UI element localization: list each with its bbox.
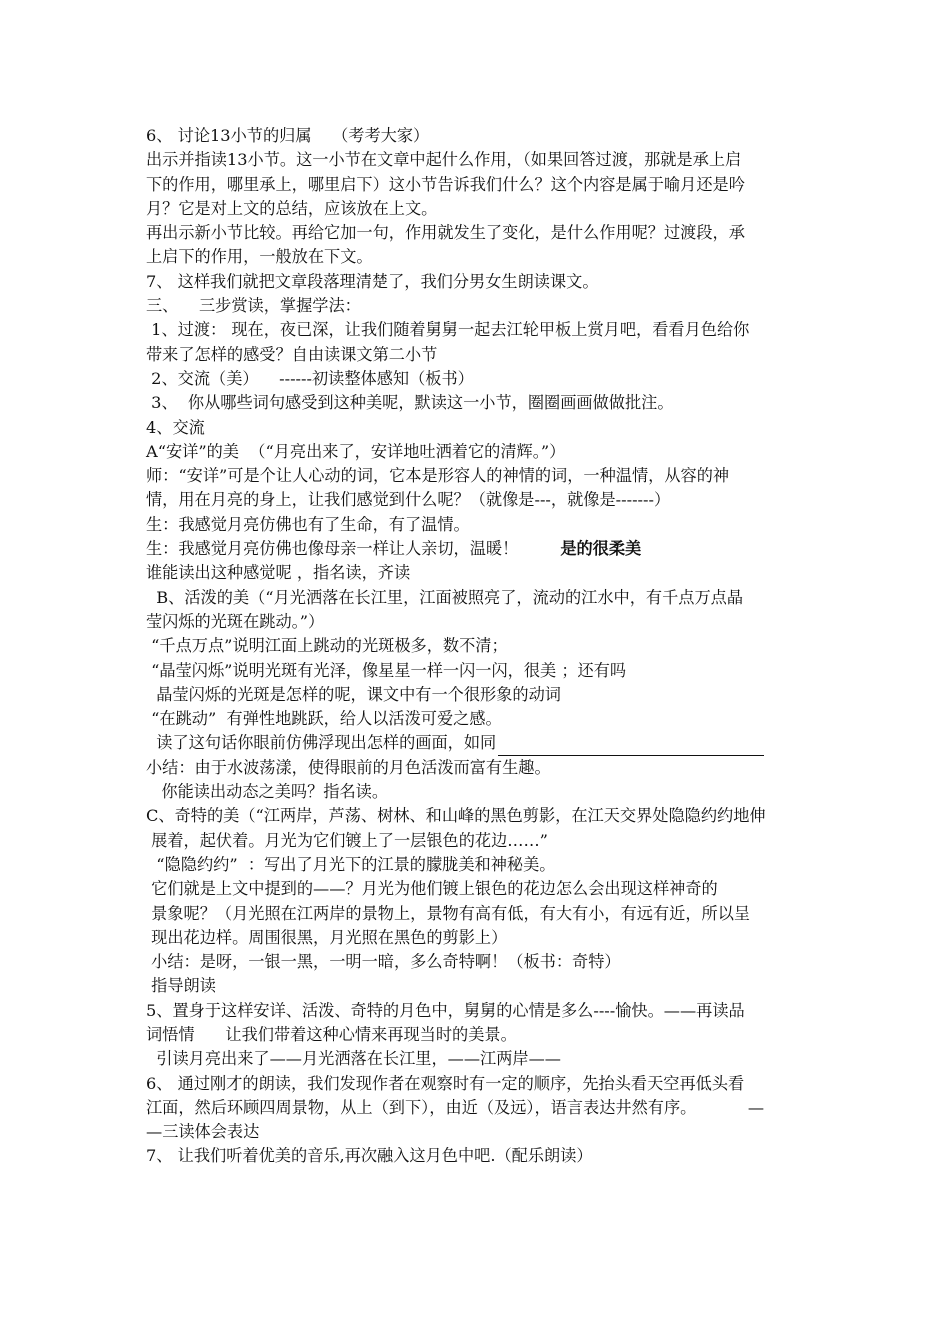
text-line: 谁能读出这种感觉呢 ，指名读，齐读 (146, 563, 411, 583)
text-line: 晶莹闪烁的光斑是怎样的呢，课文中有一个很形象的动词 (146, 684, 561, 704)
bold-note: 是的很柔美 (560, 539, 642, 559)
text-line: 引读月亮出来了——月光洒落在长江里，——江两岸—— (146, 1049, 561, 1069)
text-line: 词悟情 让我们带着这种心情来再现当时的美景。 (146, 1024, 517, 1044)
text-line: 小结：是呀，一银一黑，一明一暗，多么奇特啊！（板书：奇特） (146, 952, 621, 972)
text-line: 7、 这样我们就把文章段落理清楚了，我们分男女生朗读课文。 (146, 271, 599, 291)
text-line: 小结：由于水波荡漾，使得眼前的月色活泼而富有生趣。 (146, 757, 551, 777)
text-line: 5、置身于这样安详、活泼、奇特的月色中，舅舅的心情是多么----愉快。——再读品 (146, 1000, 745, 1020)
text-line: 2、交流（美） ------初读整体感知（板书） (146, 368, 474, 388)
text-line: 3、 你从哪些词句感受到这种美呢，默读这一小节，圈圈画画做做批注。 (146, 393, 674, 413)
text-line: “晶莹闪烁”说明光斑有光泽，像星星一样一闪一闪，很美 ；还有吗 (146, 660, 627, 680)
section-heading: 三、 三步赏读，掌握学法： (146, 296, 361, 316)
text-line: 4、交流 (146, 417, 205, 437)
text-line: 展着，起伏着。月光为它们镀上了一层银色的花边……” (146, 830, 548, 850)
text-line: 6、 通过刚才的朗读，我们发现作者在观察时有一定的顺序，先抬头看天空再低头看 (146, 1073, 745, 1093)
text-line: 7、 让我们听着优美的音乐,再次融入这月色中吧.（配乐朗读） (146, 1146, 593, 1166)
text-line-with-note (146, 537, 838, 561)
text-line: 读了这句话你眼前仿佛浮现出怎样的画面，如同 (146, 733, 497, 753)
text-line: A“安详”的美 （“月亮出来了，安详地吐洒着它的清辉。”） (146, 441, 566, 461)
text-line: 生：我感觉月亮仿佛也有了生命，有了温情。 (146, 514, 470, 534)
text-line: 师：“安详”可是个让人心动的词，它本是形容人的神情的词，一种温情，从容的神 (146, 466, 730, 486)
text-line: “千点万点”说明江面上跳动的光斑极多，数不清； (146, 636, 508, 656)
text-line: B、活泼的美（“月光洒落在长江里，江面被照亮了，流动的江水中，有千点万点晶 (146, 587, 744, 607)
text-line: “在跳动” 有弹性地跳跃，给人以活泼可爱之感。 (146, 709, 502, 729)
text-line: 现出花边样。周围很黑，月光照在黑色的剪影上） (146, 927, 508, 947)
fill-in-blank (498, 737, 764, 756)
text-line-with-blank (146, 731, 838, 755)
text-line: 月？它是对上文的总结，应该放在上文。 (146, 198, 438, 218)
text-line: 再出示新小节比较。再给它加一句，作用就发生了变化，是什么作用呢？过渡段，承 (146, 223, 745, 243)
text-line: —三读体会表达 (146, 1122, 260, 1142)
text-line: 1、过渡： 现在，夜已深，让我们随着舅舅一起去江轮甲板上赏月吧，看看月色给你 (146, 320, 750, 340)
text-line: 指导朗读 (146, 976, 216, 996)
text-line: “隐隐约约” ：写出了月光下的江景的朦胧美和神秘美。 (146, 854, 556, 874)
text-line: 上启下的作用，一般放在下文。 (146, 247, 373, 267)
text-line: 江面，然后环顾四周景物，从上（到下），由近（及远），语言表达井然有序。 — (146, 1097, 765, 1117)
text-line: 情，用在月亮的身上，让我们感觉到什么呢？（就像是---，就像是-------） (146, 490, 671, 510)
text-line: 下的作用，哪里承上，哪里启下）这小节告诉我们什么？这个内容是属于喻月还是吟 (146, 174, 745, 194)
text-line: 带来了怎样的感受？自由读课文第二小节 (146, 344, 438, 364)
text-line: C、奇特的美（“江两岸，芦荡、树林、和山峰的黑色剪影，在江天交界处隐隐约约地伸 (146, 806, 766, 826)
text-line: 它们就是上文中提到的——？月光为他们镀上银色的花边怎么会出现这样神奇的 (146, 879, 718, 899)
text-line: 生：我感觉月亮仿佛也像母亲一样让人亲切，温暖！ (146, 539, 519, 559)
text-line: 出示并指读13小节。这一小节在文章中起什么作用，（如果回答过渡，那就是承上启 (146, 150, 742, 170)
text-line: 6、 讨论13小节的归属 （考考大家） (146, 126, 430, 145)
document-body (146, 124, 838, 1169)
text-line: 你能读出动态之美吗？指名读。 (146, 782, 389, 802)
text-line: 景象呢？（月光照在江两岸的景物上，景物有高有低，有大有小，有远有近，所以呈 (146, 903, 751, 923)
text-line: 莹闪烁的光斑在跳动。”） (146, 611, 325, 631)
